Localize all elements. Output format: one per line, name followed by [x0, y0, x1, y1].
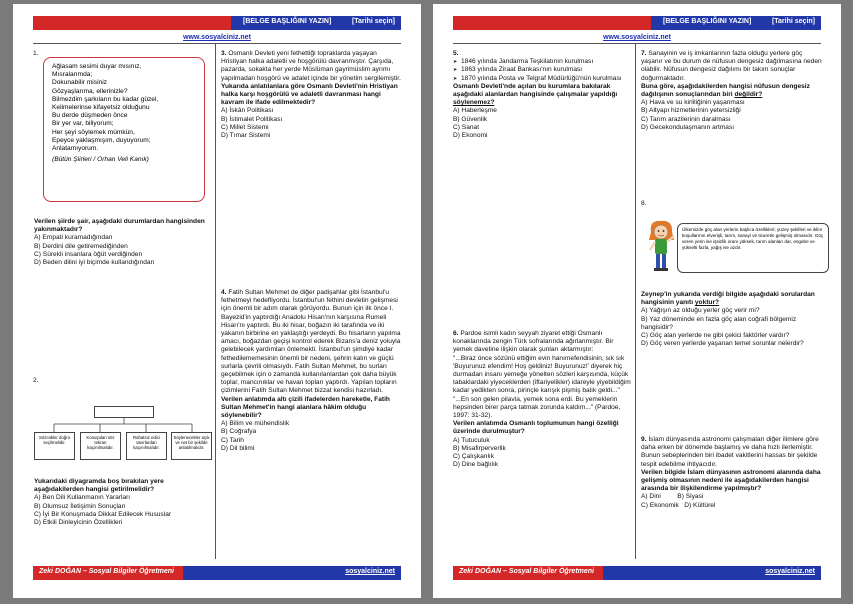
option[interactable]: D) Tımar Sistemi [221, 132, 271, 140]
option[interactable]: C) Göç alan yerlerde ne gibi çekici faktörler vardır? [641, 332, 790, 340]
option[interactable]: B) İstimalet Politikası [221, 115, 283, 123]
question-stem-emphasis: söylenemez? [453, 99, 495, 107]
question-stem: Verilen şiirde şair, aşağıdaki durumlardan hangisinden yakınmaktadır? [34, 218, 205, 234]
diagram-box: Rahatsız edici tavırlardan kaçınılmalıdır. [126, 432, 167, 460]
question-number: 3. [221, 50, 227, 57]
girl-illustration-icon [645, 218, 677, 280]
poem-line: Bilmezdim şarkıların bu kadar güzel, [52, 95, 159, 103]
option[interactable]: A) Dini [641, 493, 661, 501]
poem-line: Dokunabilir misiniz [52, 79, 107, 87]
option[interactable]: B) Misafirperverlik [453, 444, 506, 452]
option[interactable]: C) Millet Sistemi [221, 123, 269, 131]
question-6 [453, 330, 631, 469]
question-stem: Zeynep'in yukarıda verdiği bilgide aşağıdaki sorulardan hangisinin yanıtı [641, 291, 815, 307]
question-7 [641, 50, 823, 132]
question-stem-emphasis: yoktur? [694, 299, 720, 307]
question-3 [221, 50, 401, 140]
question-text: Pardoe isimli kadın seyyah ziyaret ettiği Osmanlı konaklarında zengin Türk sofralarında ağırlanmıştır. Bir yemek davetine ilişkin olarak şunları aktarmıştır: [453, 330, 614, 354]
page-header [33, 16, 401, 30]
question-text: İslam dünyasında astronomi çalışmaları diğer ilimlere göre daha erken bir dönemde başlamış ve daha hızlı ilerlemiştir. Bunun sebeplerinden biri ibadet vakitlerini hassas bir şekilde tespit edebilme ihtiyacıdır. [641, 436, 819, 468]
question-number: 1. [33, 50, 39, 57]
question-number: 5. [453, 50, 459, 57]
bullet-item: ➤ 1870 yılında Posta ve Telgraf Müdürlüğü'nün kurulması [453, 75, 631, 83]
option[interactable]: D) Kültürel [684, 501, 716, 509]
bullet-item: ➤ 1863 yılında Ziraat Bankası'nın kurulması [453, 66, 631, 74]
option[interactable]: C) Çalışkanlık [453, 453, 495, 461]
header-date[interactable]: [Tarihi seçin] [351, 18, 395, 25]
footer-author: Zeki DOĞAN – Sosyal Bilgiler Öğretmeni [459, 568, 594, 575]
question-number: 4. [221, 289, 227, 296]
option[interactable]: A) İskân Politikası [221, 107, 274, 115]
question-1 [34, 218, 212, 267]
right-page [433, 4, 841, 598]
question-number: 8. [641, 200, 647, 207]
option[interactable]: B) Coğrafya [221, 428, 257, 436]
poem-line: Anlatamıyorum. [52, 145, 99, 153]
option[interactable]: D) Dine bağlılık [453, 461, 499, 469]
option[interactable]: B) Güvenlik [453, 115, 488, 123]
option[interactable]: C) Sürekli insanlara öğüt verdiğinden [34, 250, 143, 258]
option[interactable]: C) Ekonomik [641, 501, 679, 509]
question-5 [453, 50, 631, 140]
left-page [13, 4, 421, 598]
poem-line: Her şeyi söylemek mümkün, [52, 128, 135, 136]
option[interactable]: B) Derdini dile getiremediğinden [34, 242, 128, 250]
question-stem: Osmanlı Devleti'nde açılan bu kurumlara bakılarak aşağıdaki alanlardan hangisinde çalışmalar yapıldığı [453, 82, 618, 99]
option[interactable]: B) Yaz döneminde en fazla göç alan coğrafi bölgemiz hangisidir? [641, 315, 797, 331]
column-divider [215, 44, 216, 559]
column-divider [635, 44, 636, 559]
question-stem: Verilen bilgide İslam dünyasının astronomi alanında daha gelişmiş olmasının nedeni ile aşağıdakilerden hangisi arasında bir ilişkilendirme yapılmıştır? [641, 468, 821, 493]
poem-line: Bir yer var, biliyorum; [52, 120, 114, 128]
option[interactable]: C) Tarih [221, 436, 244, 444]
page-footer [453, 566, 821, 580]
question-stem: Yukarıda anlatılanlara göre Osmanlı Devleti'nin Hristiyan halka karşı hoşgörülü ve adaletli davranması hangi kavram ile ifade edilmektedir? [221, 82, 398, 107]
question-stem: Yukarıdaki diyagramda boş bırakılan yere aşağıdakilerden hangisi getirilmelidir? [34, 478, 164, 494]
poem-line: Gözyaşlarıma, ellerinizle? [52, 87, 128, 95]
diagram [34, 400, 212, 472]
poem-line: Bu derde düşmeden önce [52, 112, 128, 120]
diagram-box: Sözcükler doğru seçilmelidir. [34, 432, 75, 460]
poem-line: Kelimelerinse kifayetsiz olduğunu [52, 104, 150, 112]
question-number: 6. [453, 330, 459, 337]
option[interactable]: A) Haberleşme [453, 107, 497, 115]
question-stem: Verilen anlatımda altı çizili ifadelerden hareketle, Fatih Sultan Mehmet'in hangi alanlara hâkim olduğu söylenebilir? [221, 395, 390, 420]
poem-line: Epeyce yaklaşmışım, duyuyorum; [52, 136, 151, 144]
option[interactable]: C) Tarım arazilerinin daralması [641, 115, 731, 123]
site-link[interactable]: www.sosyalciniz.net [183, 34, 251, 41]
question-text: Osmanlı Devleti yeni fethettiği topraklarda yaşayan Hristiyan halka adaletli ve hoşgörülü davranmıştır. Çarşıda, pazarda, sokakta her yerde Müslüman gayrimüslim ayrımı yapılmadan hoşgörü ve adalet içinde bir yönetim sergilemiştir. [221, 50, 401, 82]
option[interactable]: D) Dil bilimi [221, 444, 255, 452]
question-stem-emphasis: değildir? [734, 91, 763, 99]
option[interactable]: A) Empati kuramadığından [34, 234, 113, 242]
question-8 [641, 291, 823, 348]
poem-source: (Bütün Şiirleri / Orhan Veli Kanık) [52, 156, 149, 164]
header-title[interactable]: [BELGE BAŞLIĞINI YAZIN] [663, 18, 752, 25]
option[interactable]: D) Ekonomi [453, 132, 488, 140]
option[interactable]: C) Sanat [453, 123, 480, 131]
option[interactable]: A) Tutuculuk [453, 436, 490, 444]
divider [453, 43, 821, 44]
diagram-box: Konuşulan söz tekrarı kaçınılmalıdır. [80, 432, 121, 460]
option[interactable]: D) Beden dilini iyi biçimde kullandığından [34, 259, 155, 267]
option[interactable]: A) Ben Dili Kullanmanın Yararları [34, 494, 131, 502]
option[interactable]: C) İyi Bir Konuşmada Dikkat Edilecek Hususlar [34, 510, 172, 518]
poem-line: Mısralarımda; [52, 71, 93, 79]
speech-bubble: Ülkemizde göç alan yerlerin başlıca özellikleri; yüzey şekilleri ve iklim koşullarının elverişli, tarım, sanayi ve ticaretin gelişmiş olmasıdır. Göç veren yerin ise işsizlik oranı yüksek, tarım alanları dar, engebe ve yükselti fazla, yağış ise azdır. [677, 223, 829, 273]
footer-author: Zeki DOĞAN – Sosyal Bilgiler Öğretmeni [39, 568, 174, 575]
diagram-box: Söylenecekler açık ve net bir şekilde anlatılmalıdır. [171, 432, 212, 460]
option[interactable]: A) Bilim ve mühendislik [221, 420, 290, 428]
header-date[interactable]: [Tarihi seçin] [771, 18, 815, 25]
option[interactable]: B) Olumsuz İletişimin Sonuçları [34, 502, 126, 510]
question-4 [221, 289, 401, 453]
question-number: 2. [33, 377, 39, 384]
poem-box [43, 57, 205, 202]
question-2 [34, 478, 212, 527]
option[interactable]: D) Göç veren yerlerde yaşanan temel sorunlar nelerdir? [641, 340, 804, 348]
bullet-item: ➤ 1846 yılında Jandarma Teşkilatının kurulması [453, 58, 631, 66]
option[interactable]: B) Altyapı hizmetlerinin yetersizliği [641, 107, 741, 115]
question-text: Fatih Sultan Mehmet de diğer padişahlar gibi İstanbul'u fethetmeyi hedefliyordu. İstanbul'un fethini devletin gelişmesi için önemli bir adım olarak görüyordu. Bunun için ilk önce I. Bayezid'in yaptırdığı Anadolu Hisarı'nın karşısına Rumeli Hisarı'nı yaptırdı. Bu iki hisar, boğazın iki tarafında ve iki yakanın birbirine en yaklaştığı yerdeydi. Bu hisarların yapılma amacı, boğazdan geçişi kontrol ederek Bizans'a deniz yoluyla gelebilecek yardımları önlemekti. İstanbul'un şimdiye kadar fethedilememesinin önemli bir nedeni, şehrin kalın ve güçlü surlarla çevrili olmasıydı. Fatih Sultan Mehmet, bu surları geçebilmek için o zamanda kullanılanlardan çok daha büyük toplar, mancınıklar ve havan topları yaptırdı. Yapılan topların çizimlerini Fatih Sultan Mehmet bizzat kendisi hazırladı. [221, 289, 401, 395]
footer-site[interactable]: sosyalciniz.net [345, 568, 395, 575]
footer-site[interactable]: sosyalciniz.net [765, 568, 815, 575]
option[interactable]: A) Hava ve su kirliliğinin yaşanması [641, 99, 745, 107]
question-stem: Buna göre, aşağıdakilerden hangisi nüfusun dengesiz dağılışının sonuçlarından biri [641, 82, 810, 99]
question-number: 9. [641, 436, 647, 443]
divider [33, 43, 401, 44]
question-number: 7. [641, 50, 647, 57]
question-text: Sanayinin ve iş imkanlarının fazla olduğu yerlere göç yaşanır ve bu durum de nüfusun dengesiz dağılmasına neden olabilir. Nüfusun dengesiz dağılımı bir takım sonuçlar doğurmaktadır. [641, 50, 822, 82]
site-link[interactable]: www.sosyalciniz.net [603, 34, 671, 41]
page-footer [33, 566, 401, 580]
option[interactable]: D) Gecekondulaşmanın artması [641, 123, 735, 131]
question-quote: "...Biraz önce sözünü ettiğim evin hanımefendisinin, sık sık 'Buyurunuz efendim! Hoş geldiniz! Buyurunuz!' diyerek hiç durmadan insanı yemeğe yönelten sözleri karşısında, küçük tabaklardaki yiyeceklerden (iftariyelikler) idareyle yiyebildiğim kadar yedikten sonra, pirinçle karışık pişmiş balık geldi..." "...En son gelen pilavla, yemek sona erdi. Bu yemeklerin hepsinden birer parça tatmak zorunda kaldım..." (Pardoe, 1997: 31-32). [453, 354, 631, 420]
option[interactable]: B) Siyasi [677, 493, 704, 501]
header-title[interactable]: [BELGE BAŞLIĞINI YAZIN] [243, 18, 332, 25]
question-9 [641, 436, 823, 510]
page-header [453, 16, 821, 30]
poem-line: Ağlasam sesimi duyar mısınız, [52, 63, 142, 70]
question-stem: Verilen anlatımda Osmanlı toplumunun hangi özelliği üzerinde durulmuştur? [453, 420, 619, 436]
option[interactable]: D) Etkili Dinleyicinin Özellikleri [34, 519, 123, 527]
option[interactable]: A) Yağışın az olduğu yerler göç verir mi? [641, 307, 760, 315]
